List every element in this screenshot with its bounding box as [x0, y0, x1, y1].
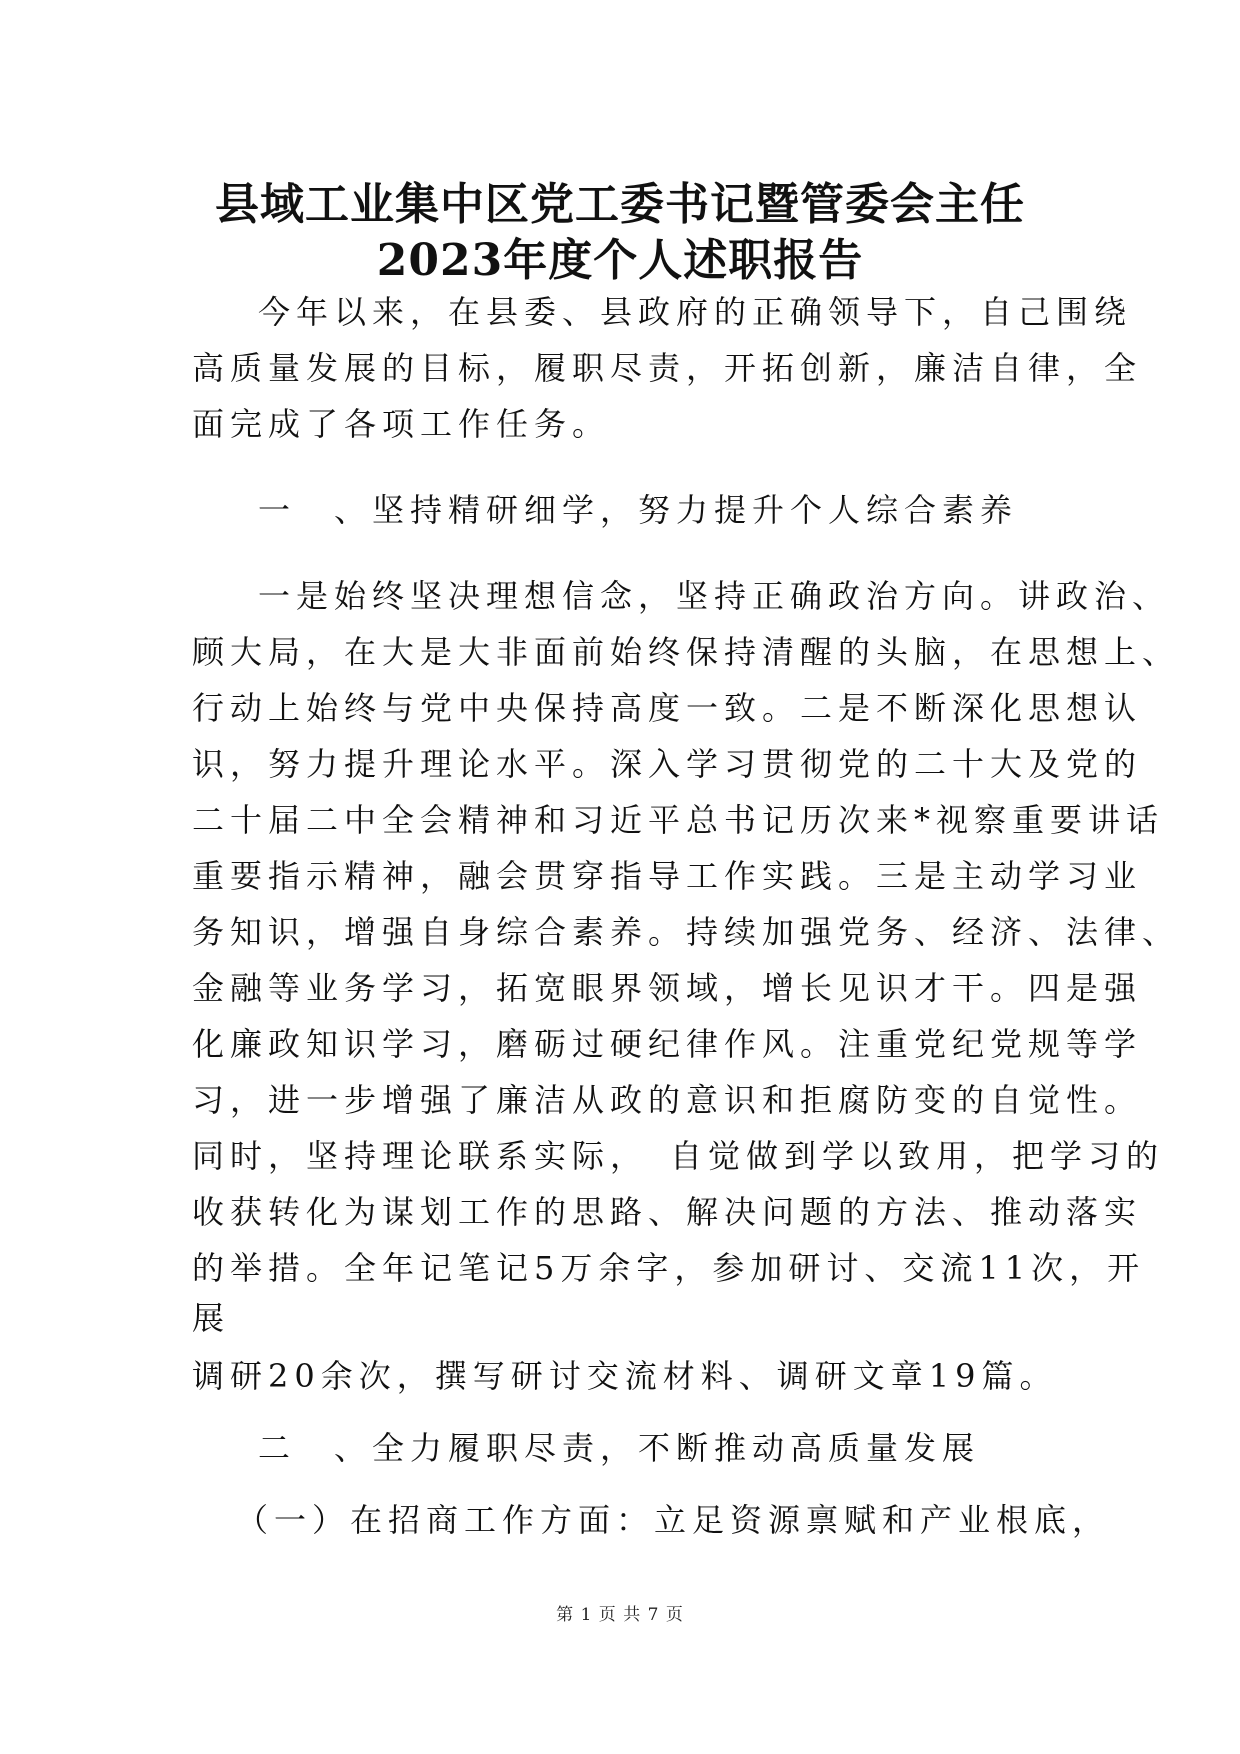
paragraph-line-6: 重要指示精神，融会贯穿指导工作实践。三是主动学习业 [192, 857, 1143, 895]
page-number-footer: 第 1 页 共 7 页 [556, 1605, 684, 1625]
section-heading-1: 一 、坚持精研细学，努力提升个人综合素养 [258, 491, 1019, 529]
paragraph-line-12: 收获转化为谋划工作的思路、解决问题的方法、推动落实 [192, 1193, 1143, 1231]
paragraph-line-8: 金融等业务学习，拓宽眼界领域，增长见识才干。四是强 [192, 969, 1143, 1007]
subsection-line-1: （一）在招商工作方面：立足资源禀赋和产业根底， [236, 1501, 1111, 1539]
paragraph-line-2: 顾大局，在大是大非面前始终保持清醒的头脑，在思想上、 [192, 633, 1181, 671]
intro-line-3: 面完成了各项工作任务。 [192, 405, 611, 443]
paragraph-line-3: 行动上始终与党中央保持高度一致。二是不断深化思想认 [192, 689, 1143, 727]
paragraph-line-7: 务知识，增强自身综合素养。持续加强党务、经济、法律、 [192, 913, 1181, 951]
paragraph-line-4: 识，努力提升理论水平。深入学习贯彻党的二十大及党的 [192, 745, 1143, 783]
paragraph-line-13: 的举措。全年记笔记5万余字，参加研讨、交流11次，开 [192, 1249, 1146, 1287]
paragraph-line-1: 一是始终坚决理想信念，坚持正确政治方向。讲政治、 [258, 577, 1171, 615]
paragraph-line-10: 习，进一步增强了廉洁从政的意识和拒腐防变的自觉性。 [192, 1081, 1143, 1119]
paragraph-line-11: 同时，坚持理论联系实际， 自觉做到学以致用，把学习的 [192, 1137, 1165, 1175]
intro-line-1: 今年以来，在县委、县政府的正确领导下，自己围绕 [258, 293, 1133, 331]
intro-line-2: 高质量发展的目标，履职尽责，开拓创新，廉洁自律，全 [192, 349, 1143, 387]
document-title-line-2: 2023年度个人述职报告 [376, 235, 864, 286]
paragraph-line-9: 化廉政知识学习，磨砺过硬纪律作风。注重党纪党规等学 [192, 1025, 1143, 1063]
document-title-line-1: 县域工业集中区党工委书记暨管委会主任 [215, 179, 1025, 230]
paragraph-line-5: 二十届二中全会精神和习近平总书记历次来*视察重要讲话 [192, 801, 1165, 839]
paragraph-line-14: 展 [192, 1299, 231, 1337]
paragraph-line-15: 调研20余次，撰写研讨交流材料、调研文章19篇。 [192, 1357, 1058, 1395]
section-heading-2: 二 、全力履职尽责，不断推动高质量发展 [258, 1429, 981, 1467]
